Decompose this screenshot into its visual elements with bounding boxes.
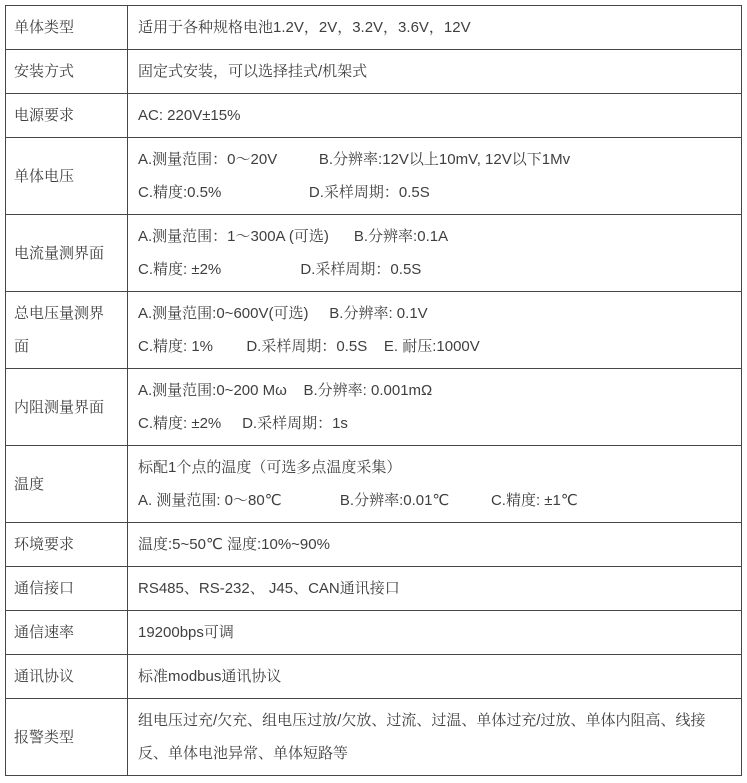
table-row xyxy=(6,292,742,369)
spec-value-line: 适用于各种规格电池1.2V，2V，3.2V，3.6V，12V xyxy=(138,19,471,36)
spec-value-line: 标准modbus通讯协议 xyxy=(138,668,282,685)
spec-value xyxy=(128,50,742,94)
spec-value-line: RS485、RS-232、 J45、CAN通讯接口 xyxy=(138,580,400,597)
table-row xyxy=(6,699,742,776)
table-row xyxy=(6,523,742,567)
table-row xyxy=(6,50,742,94)
spec-label: 总电压量测界面 xyxy=(6,292,128,369)
spec-value xyxy=(128,523,742,567)
spec-value xyxy=(128,138,742,215)
spec-label: 环境要求 xyxy=(6,523,128,567)
spec-label: 温度 xyxy=(6,446,128,523)
spec-value xyxy=(128,215,742,292)
spec-value-line: AC: 220V±15% xyxy=(138,107,241,124)
spec-label: 报警类型 xyxy=(6,699,128,776)
table-row xyxy=(6,94,742,138)
spec-value xyxy=(128,655,742,699)
spec-value-line: A.测量范围:0~600V(可选) B.分辨率: 0.1V xyxy=(138,305,428,322)
table-row xyxy=(6,6,742,50)
spec-value-line: C.精度: ±2% D.采样周期：0.5S xyxy=(138,261,422,278)
spec-label: 电源要求 xyxy=(6,94,128,138)
spec-value-line: A. 测量范围: 0～80℃ B.分辨率:0.01℃ C.精度: ±1℃ xyxy=(138,492,578,509)
spec-label: 通信速率 xyxy=(6,611,128,655)
spec-value xyxy=(128,6,742,50)
spec-value-line: 标配1个点的温度（可选多点温度采集） xyxy=(138,459,402,476)
spec-value-line: 固定式安装，可以选择挂式/机架式 xyxy=(138,63,368,80)
spec-value xyxy=(128,699,742,776)
spec-value-line: 温度:5~50℃ 湿度:10%~90% xyxy=(138,536,330,553)
spec-value xyxy=(128,611,742,655)
table-row xyxy=(6,655,742,699)
table-row xyxy=(6,446,742,523)
table-row xyxy=(6,611,742,655)
spec-label: 单体电压 xyxy=(6,138,128,215)
table-row xyxy=(6,138,742,215)
spec-label: 单体类型 xyxy=(6,6,128,50)
spec-value-line: C.精度: ±2% D.采样周期：1s xyxy=(138,415,348,432)
spec-value-line: 组电压过充/欠充、组电压过放/欠放、过流、过温、单体过充/过放、单体内阻高、线接反、单体电池异常、单体短路等 xyxy=(138,712,706,762)
table-row xyxy=(6,369,742,446)
table-row xyxy=(6,567,742,611)
spec-value xyxy=(128,369,742,446)
spec-value-line: A.测量范围：0～20V B.分辨率:12V以上10mV, 12V以下1Mv xyxy=(138,151,571,168)
spec-label: 内阻测量界面 xyxy=(6,369,128,446)
spec-value xyxy=(128,292,742,369)
spec-label: 电流量测界面 xyxy=(6,215,128,292)
spec-value xyxy=(128,567,742,611)
spec-value xyxy=(128,94,742,138)
spec-value-line: A.测量范围：1～300A (可选) B.分辨率:0.1A xyxy=(138,228,449,245)
spec-label: 安装方式 xyxy=(6,50,128,94)
spec-value-line: C.精度: 1% D.采样周期：0.5S E. 耐压:1000V xyxy=(138,338,480,355)
spec-value xyxy=(128,446,742,523)
spec-value-line: A.测量范围:0~200 Mω B.分辨率: 0.001mΩ xyxy=(138,382,433,399)
spec-value-line: C.精度:0.5% D.采样周期：0.5S xyxy=(138,184,430,201)
spec-label: 通信接口 xyxy=(6,567,128,611)
table-row xyxy=(6,215,742,292)
spec-label: 通讯协议 xyxy=(6,655,128,699)
battery-spec-table xyxy=(5,5,742,776)
spec-value-line: 19200bps可调 xyxy=(138,624,234,641)
